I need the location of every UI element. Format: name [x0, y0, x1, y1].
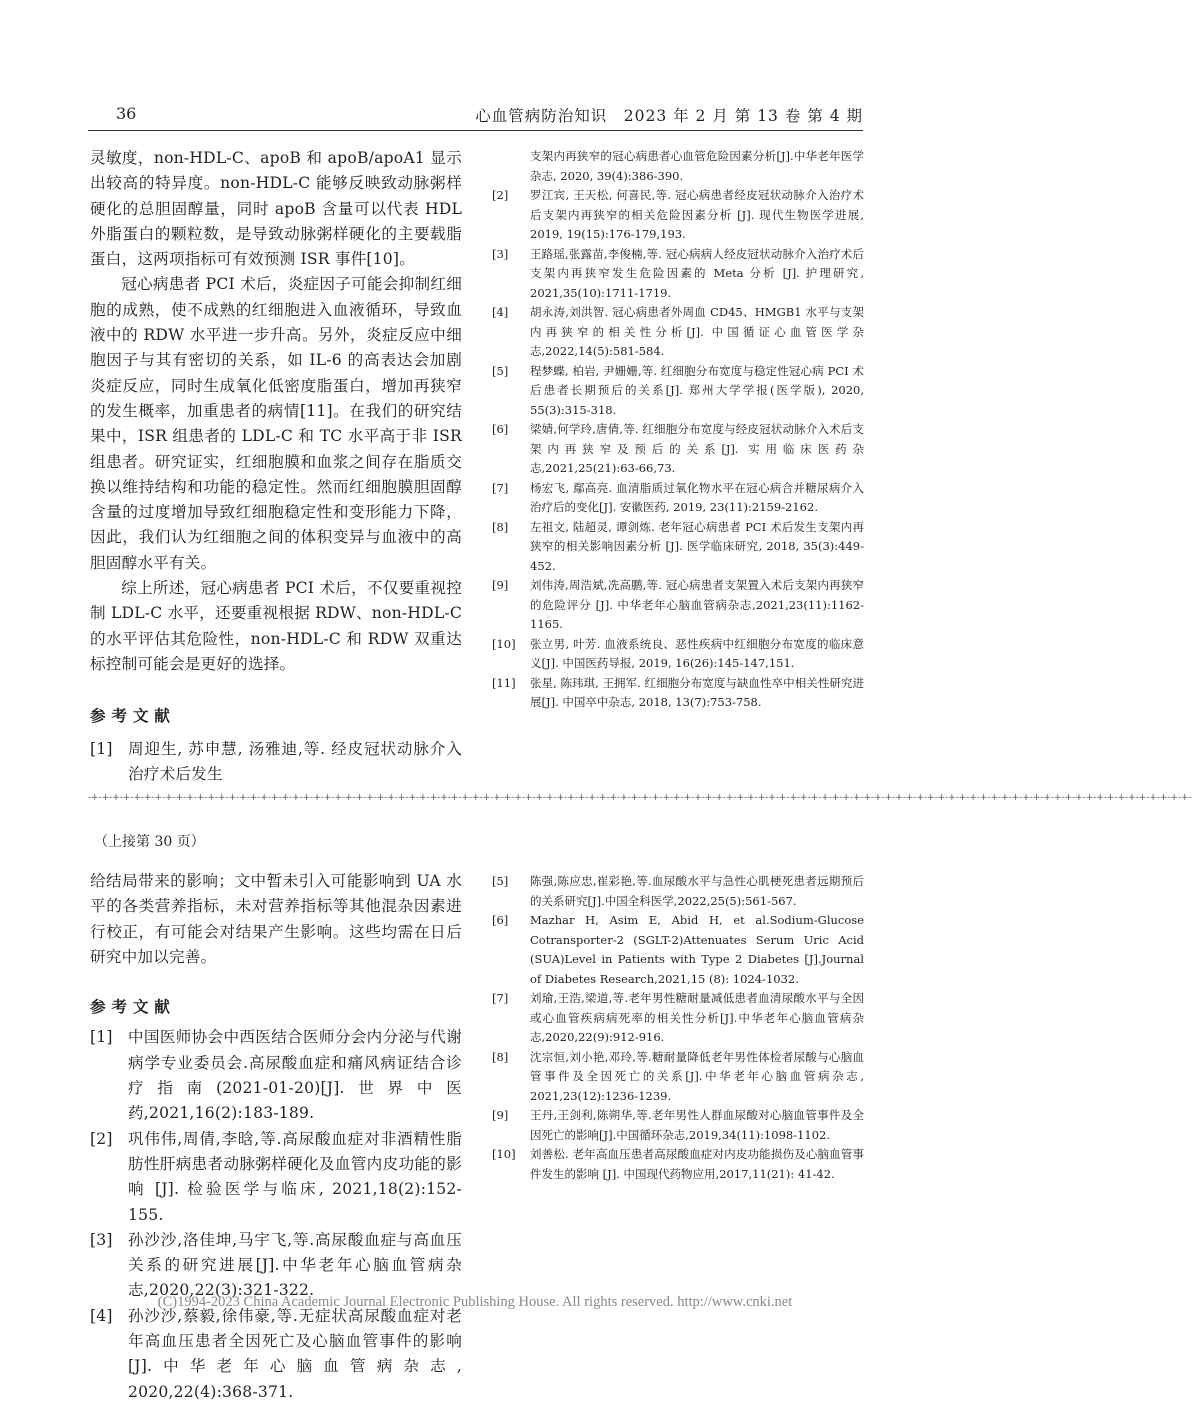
reference-item: [2] 罗江宾, 王天松, 何喜民,等. 冠心病患者经皮冠状动脉介入治疗术后支架内再狭窄的相关危险因素分析 [J]. 现代生物医学进展, 2019, 19(15):176-179,193. — [492, 188, 864, 241]
reference-item: [8] 沈宗恒,刘小艳,邓玲,等.糖耐量降低老年男性体检者尿酸与心脑血管事件及全因死亡的关系[J].中华老年心脑血管病杂志, 2021,23(12):1236-1239. — [492, 1049, 864, 1103]
reference-item: [4] 胡永涛,刘洪智. 冠心病患者外周血 CD45、HMGB1 水平与支架内再狭窄的相关性分析[J]. 中国循证心血管医学杂志,2022,14(5):581-584. — [492, 305, 864, 358]
reference-item: [10] 张立男, 叶芳. 血液系统良、恶性疾病中红细胞分布宽度的临床意义[J]. 中国医药导报, 2019, 16(26):145-147,151. — [492, 636, 864, 670]
reference-item: [5] 程梦蝶, 柏岩, 尹姗姗,等. 红细胞分布宽度与稳定性冠心病 PCI 术后患者长期预后的关系[J]. 郑州大学学报(医学版), 2020, 55(3):315-318. — [492, 363, 864, 417]
reference-item: [3] 孙沙沙,洛佳坤,马宇飞,等.高尿酸血症与高血压关系的研究进展[J].中华老年心脑血管病杂志,2020,22(3):321-322. — [90, 1230, 462, 1300]
reference-item: [4] 孙沙沙,蔡毅,徐伟豪,等.无症状高尿酸血症对老年高血压患者全因死亡及心脑血管事件的影响[J].中华老年心脑血管病杂志, 2020,22(4):368-371. — [90, 1306, 462, 1401]
top-right-column — [492, 147, 864, 713]
reference-item: [6] Mazhar H, Asim E, Abid H, et al.Sodium-Glucose Cotransporter-2 (SGLT-2)Attenuates Serum Uric Acid (SUA)Level in Patients with Type 2 Diabetes [J].Journal of Diabetes Research,2021,15 (8): 1024-1032. — [492, 913, 864, 986]
top-left-column — [90, 146, 462, 787]
reference-item: [7] 刘瑜,王浩,梁道,等.老年男性糖耐量减低患者血清尿酸水平与全因或心血管疾病病死率的相关性分析[J].中华老年心脑血管病杂志,2020,22(9):912-916. — [492, 991, 864, 1044]
header-rule — [88, 130, 863, 131]
reference-item: [1] 中国医师协会中西医结合医师分会内分泌与代谢病学专业委员会.高尿酸血症和痛风病证结合诊疗指南(2021-01-20)[J].世界中医药,2021,16(2):183-189. — [90, 1028, 462, 1123]
body-paragraph: 综上所述，冠心病患者 PCI 术后，不仅要重视控制 LDL-C 水平，还要重视根据 RDW、non-HDL-C 的水平评估其危险性，non-HDL-C 和 RDW 双重达标控制可能会是更好的选择。 — [90, 579, 462, 673]
reference-item: [9] 王丹,王剑利,陈朔华,等.老年男性人群血尿酸对心脑血管事件及全因死亡的影响[J].中国循环杂志,2019,34(11):1098-1102. — [492, 1108, 864, 1142]
bottom-left-column — [90, 869, 462, 1405]
continued-note: （上接第 30 页） — [94, 834, 205, 850]
page-number: 36 — [116, 104, 137, 123]
body-paragraph: 给结局带来的影响；文中暂未引入可能影响到 UA 水平的各类营养指标，未对营养指标等其他混杂因素进行校正，有可能会对结果产生影响。这些均需在日后研究中加以完善。 — [90, 872, 462, 966]
references-title: 参 考 文 献 — [90, 706, 171, 726]
reference-item: [3] 王路瑶,张露苗,李俊楠,等. 冠心病病人经皮冠状动脉介入治疗术后支架内再狭窄发生危险因素的 Meta 分析 [J]. 护理研究, 2021,35(10):1711-1719. — [492, 246, 864, 300]
reference-item: [6] 梁婧,何学玲,唐倩,等. 红细胞分布宽度与经皮冠状动脉介入术后支架内再狭窄及预后的关系[J]. 实用临床医药杂志,2021,25(21):63-66,73. — [492, 422, 864, 475]
reference-item: [7] 杨宏飞, 鄢高亮. 血清脂质过氧化物水平在冠心病合并糖尿病介入治疗后的变化[J]. 安徽医药, 2019, 23(11):2159-2162. — [492, 480, 864, 514]
reference-item: [11] 张星, 陈玮琪, 王拥军. 红细胞分布宽度与缺血性卒中相关性研究进展[J]. 中国卒中杂志, 2018, 13(7):753-758. — [492, 675, 864, 709]
body-paragraph: 冠心病患者 PCI 术后，炎症因子可能会抑制红细胞的成熟，使不成熟的红细胞进入血液循环，导致血液中的 RDW 水平进一步升高。另外，炎症反应中细胞因子与其有密切的关系，如 IL-6 的高表达会加剧炎症反应，同时生成氧化低密度脂蛋白，增加再狭窄的发生概率，加重患者的病情[11]。在我们的研究结果中，ISR 组患者的 LDL-C 和 TC 水平高于非 ISR 组患者。研究证实，红细胞膜和血浆之间存在脂质交换以维持结构和功能的稳定性。然而红细胞膜胆固醇含量的过度增加导致红细胞稳定性和变形能力下降，因此，我们认为红细胞之间的体积变异与血液中的高胆固醇水平有关。 — [90, 275, 462, 572]
section-separator: -+-+-+-+-+-+-+-+-+-+-+-+-+-+-+-+-+-+-+-+-+-+-+-+-+-+-+-+-+-+-+-+-+-+-+-+-+-+-+-+-+-+-+-+-+-+-+-+-+-+-+-+-+-+-+-+-+-+-+-+-+-+-+-+-+-+-+-+-+-+-+-+-+-+-+-+-+-+-+-+-+-+-+-+-+-+-+-+-+-+-+-+-+-+-+-+-+-+-+-+-+-+-+-+- — [88, 793, 1192, 803]
reference-item: [8] 左祖文, 陆超灵, 谭剑炼. 老年冠心病患者 PCI 术后发生支架内再狭窄的相关影响因素分析 [J]. 医学临床研究, 2018, 35(3):449-452. — [492, 519, 864, 573]
reference-item: [9] 刘伟涛,周浩斌,冼高鹏,等. 冠心病患者支架置入术后支架内再狭窄的危险评分 [J]. 中华老年心脑血管病杂志,2021,23(11):1162-1165. — [492, 578, 864, 631]
body-paragraph: 灵敏度，non-HDL-C、apoB 和 apoB/apoA1 显示出较高的特异度。non-HDL-C 能够反映致动脉粥样硬化的总胆固醇量，同时 apoB 含量可以代表 HDL 外脂蛋白的颗粒数，是导致动脉粥样硬化的主要载脂蛋白，这两项指标可有效预测 ISR 事件[10]。 — [90, 149, 462, 269]
references-title: 参 考 文 献 — [90, 997, 171, 1017]
journal-info: 心血管病防治知识 2023 年 2 月 第 13 卷 第 4 期 — [475, 107, 863, 125]
reference-item: [1] 周迎生, 苏申慧, 汤雅迪,等. 经皮冠状动脉介入治疗术后发生 — [90, 739, 462, 783]
bottom-right-column — [492, 872, 864, 1184]
reference-item: [5] 陈强,陈应忠,崔彩艳,等.血尿酸水平与急性心肌梗死患者远期预后的关系研究[J].中国全科医学,2022,25(5):561-567. — [492, 874, 864, 908]
copyright-footer: (C)1994-2023 China Academic Journal Electronic Publishing House. All rights reserved. http://www.cnki.net — [157, 1294, 793, 1310]
reference-item: 支架内再狭窄的冠心病患者心血管危险因素分析[J].中华老年医学杂志, 2020, 39(4):386-390. — [530, 149, 864, 183]
reference-item: [2] 巩伟伟,周倩,李晗,等.高尿酸血症对非酒精性脂肪性肝病患者动脉粥样硬化及血管内皮功能的影响 [J]. 检验医学与临床, 2021,18(2):152-155. — [90, 1129, 462, 1224]
reference-item: [10] 刘善松. 老年高血压患者高尿酸血症对内皮功能损伤及心脑血管事件发生的影响 [J]. 中国现代药物应用,2017,11(21): 41-42. — [492, 1147, 864, 1181]
page-header — [88, 104, 863, 126]
